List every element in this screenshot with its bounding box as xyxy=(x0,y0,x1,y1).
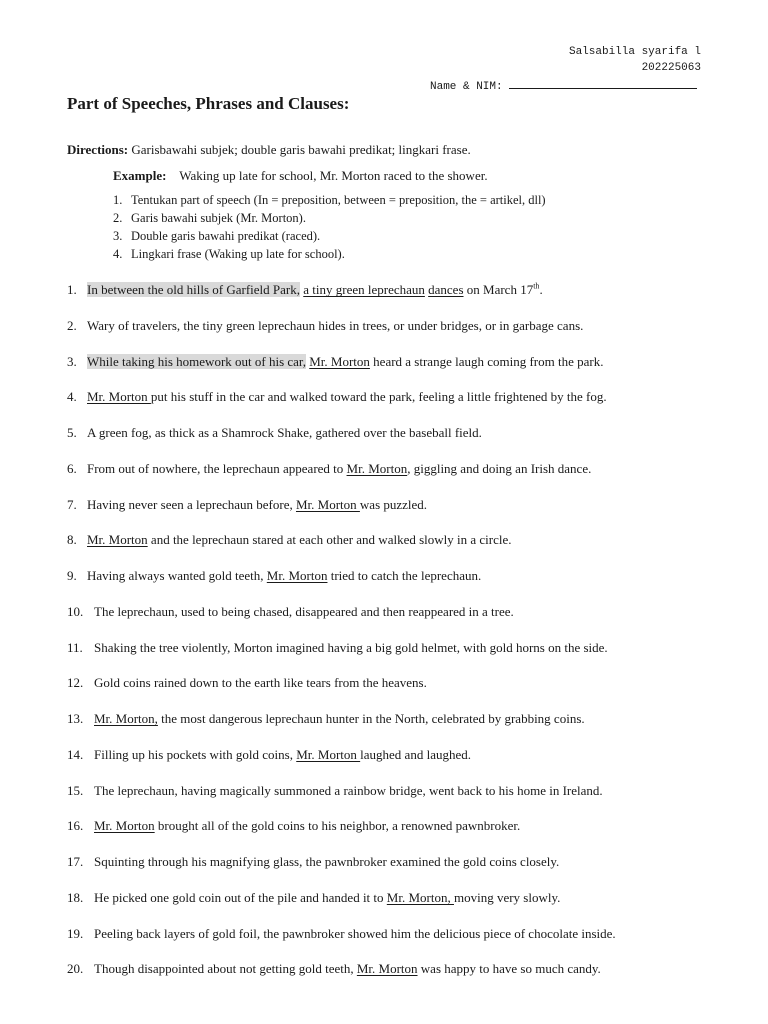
sentence-text: put his stuff in the car and walked toward the park, feeling a little frightened by the fog. xyxy=(150,389,607,405)
exercise-item xyxy=(67,568,481,584)
sentence-text: Shaking the tree violently, Morton imagined having a big gold helmet, with gold horns on the side. xyxy=(94,639,608,655)
sentence-text: Though disappointed about not getting gold teeth, xyxy=(94,961,357,977)
exercise-number: 11. xyxy=(67,639,83,655)
sentence-text: , giggling and doing an Irish dance. xyxy=(407,460,592,476)
exercise-item xyxy=(67,747,471,763)
exercise-item xyxy=(67,961,601,977)
exercise-sentence xyxy=(87,354,603,369)
exercise-number: 1. xyxy=(67,282,77,298)
exercise-item xyxy=(67,497,427,513)
exercise-sentence xyxy=(87,568,481,583)
highlighted-phrase: In between the old hills of Garfield Park, xyxy=(87,282,300,298)
exercise-sentence xyxy=(94,640,608,655)
exercise-item xyxy=(67,711,585,727)
sentence-text: brought all of the gold coins to his neighbor, a renowned pawnbroker. xyxy=(154,818,521,834)
exercise-number: 6. xyxy=(67,460,77,476)
exercise-sentence xyxy=(87,318,583,333)
sentence-text: From out of nowhere, the leprechaun appeared to xyxy=(87,460,347,476)
exercise-item xyxy=(67,318,583,334)
exercise-sentence xyxy=(94,890,560,905)
example-sentence: Waking up late for school, Mr. Morton raced to the shower. xyxy=(166,168,488,183)
sentence-text: Filling up his pockets with gold coins, xyxy=(94,746,297,762)
example-step-text: Tentukan part of speech (In = preposition, between = preposition, the = artikel, dll) xyxy=(131,193,546,207)
exercise-number: 9. xyxy=(67,568,77,583)
sentence-text: The leprechaun, used to being chased, disappeared and then reappeared in a tree. xyxy=(94,603,514,619)
highlighted-phrase: While taking his homework out of his car, xyxy=(87,353,306,369)
sentence-text: . xyxy=(539,282,543,298)
underlined-subject: Mr. Morton xyxy=(356,961,418,977)
example-step: 2. Garis bawahi subjek (Mr. Morton). xyxy=(113,211,306,225)
exercise-sentence xyxy=(94,818,520,833)
underlined-subject: dances xyxy=(428,282,464,298)
sentence-text: laughed and laughed. xyxy=(360,746,471,762)
sentence-text: the most dangerous leprechaun hunter in the North, celebrated by grabbing coins. xyxy=(157,711,585,726)
example-label: Example: xyxy=(113,168,167,183)
name-nim-field xyxy=(430,78,697,93)
exercise-item xyxy=(67,854,559,870)
example-steps xyxy=(113,191,546,263)
sentence-text: Having always wanted gold teeth, xyxy=(87,568,267,583)
exercise-sentence xyxy=(94,711,585,726)
exercise-item xyxy=(67,675,427,691)
exercise-number: 19. xyxy=(67,925,84,941)
exercise-number: 16. xyxy=(67,818,84,834)
exercise-item xyxy=(67,461,591,477)
underlined-subject: Mr. Morton xyxy=(309,353,370,369)
exercise-item xyxy=(67,783,603,799)
exercise-sentence xyxy=(94,961,601,976)
underlined-subject: a tiny green leprechaun xyxy=(303,282,425,298)
sentence-text: Gold coins rained down to the earth like tears from the heavens. xyxy=(94,675,427,691)
example xyxy=(113,168,488,184)
exercise-sentence xyxy=(94,783,603,798)
exercise-sentence xyxy=(87,461,591,476)
directions xyxy=(67,142,471,158)
exercise-item xyxy=(67,640,608,656)
underlined-subject: Mr. Morton xyxy=(346,460,408,476)
directions-text: Garisbawahi subjek; double garis bawahi predikat; lingkari frase. xyxy=(128,142,471,157)
exercise-item xyxy=(67,532,512,548)
exercise-number: 13. xyxy=(67,711,84,726)
exercise-sentence xyxy=(87,425,482,440)
sentence-text: moving very slowly. xyxy=(453,889,561,905)
exercise-number: 7. xyxy=(67,496,77,512)
exercise-number: 4. xyxy=(67,389,77,405)
sentence-text: tried to catch the leprechaun. xyxy=(327,568,482,583)
exercise-number: 18. xyxy=(67,889,84,905)
exercise-sentence xyxy=(94,854,559,869)
exercise-sentence xyxy=(94,747,471,762)
exercise-sentence xyxy=(87,389,607,404)
sentence-text: He picked one gold coin out of the pile and handed it to xyxy=(94,889,387,905)
underlined-subject: Mr. Morton xyxy=(266,568,328,583)
exercise-number: 17. xyxy=(67,854,84,869)
example-step: 1. Tentukan part of speech (In = preposition, between = preposition, the = artikel, dll) xyxy=(113,193,546,207)
exercise-item xyxy=(67,389,607,405)
sentence-text: Wary of travelers, the tiny green leprechaun hides in trees, or under bridges, or in garbage cans. xyxy=(87,317,584,333)
sentence-text: The leprechaun, having magically summoned a rainbow bridge, went back to his home in Ireland. xyxy=(94,782,603,798)
sentence-text: and the leprechaun stared at each other and walked slowly in a circle. xyxy=(147,532,512,548)
underlined-subject: Mr. Morton xyxy=(296,746,361,762)
sentence-text: Having never seen a leprechaun before, xyxy=(87,496,296,512)
exercise-item xyxy=(67,890,560,906)
exercise-number: 3. xyxy=(67,353,77,369)
example-step-text: Garis bawahi subjek (Mr. Morton). xyxy=(131,211,306,225)
underlined-subject: Mr. Morton xyxy=(87,389,151,405)
exercise-sentence xyxy=(87,282,543,297)
exercise-sentence xyxy=(94,604,514,619)
directions-label: Directions: xyxy=(67,142,129,157)
exercise-number: 8. xyxy=(67,532,77,548)
exercise-number: 12. xyxy=(67,675,84,691)
sentence-text: was puzzled. xyxy=(359,496,428,512)
sentence-text: Peeling back layers of gold foil, the pawnbroker showed him the delicious piece of chocolate inside. xyxy=(94,925,616,941)
exercise-number: 5. xyxy=(67,425,77,440)
example-step: 4. Lingkari frase (Waking up late for school). xyxy=(113,247,345,261)
sentence-text: A green fog, as thick as a Shamrock Shake, gathered over the baseball field. xyxy=(87,425,482,440)
exercise-number: 15. xyxy=(67,782,84,798)
exercise-item xyxy=(67,282,543,298)
exercise-item xyxy=(67,604,514,620)
exercise-item xyxy=(67,425,482,441)
underlined-subject: Mr. Morton xyxy=(94,818,155,834)
student-nim: 202225063 xyxy=(641,62,701,74)
student-name: Salsabilla syarifa l xyxy=(568,46,701,58)
underlined-subject: Mr. Morton xyxy=(295,496,360,512)
exercise-sentence xyxy=(87,532,512,547)
example-step: 3. Double garis bawahi predikat (raced). xyxy=(113,229,321,243)
exercise-sentence xyxy=(87,497,427,512)
example-step-text: Lingkari frase (Waking up late for school). xyxy=(131,247,345,261)
page-title: Part of Speeches, Phrases and Clauses: xyxy=(67,94,350,113)
exercise-number: 20. xyxy=(67,961,84,977)
exercise-item xyxy=(67,926,616,942)
exercise-item xyxy=(67,818,520,834)
exercise-item xyxy=(67,354,603,370)
exercise-number: 2. xyxy=(67,317,77,333)
exercise-number: 10. xyxy=(67,603,84,619)
ordinal-suffix: th xyxy=(533,282,540,291)
underlined-subject: Mr. Morton xyxy=(87,532,148,548)
name-nim-label: Name & NIM: xyxy=(430,81,510,93)
sentence-text: Squinting through his magnifying glass, the pawnbroker examined the gold coins closely. xyxy=(94,854,560,869)
exercise-sentence xyxy=(94,675,427,690)
sentence-text: on March 17 xyxy=(463,282,534,298)
sentence-text: heard a strange laugh coming from the park. xyxy=(369,353,604,369)
exercise-sentence xyxy=(94,926,616,941)
example-step-text: Double garis bawahi predikat (raced). xyxy=(131,229,321,243)
sentence-text: was happy to have so much candy. xyxy=(417,961,601,977)
underlined-subject: Mr. Morton, xyxy=(386,889,454,905)
exercise-number: 14. xyxy=(67,746,84,762)
underlined-subject: Mr. Morton, xyxy=(94,711,158,726)
name-nim-blank xyxy=(509,78,697,89)
